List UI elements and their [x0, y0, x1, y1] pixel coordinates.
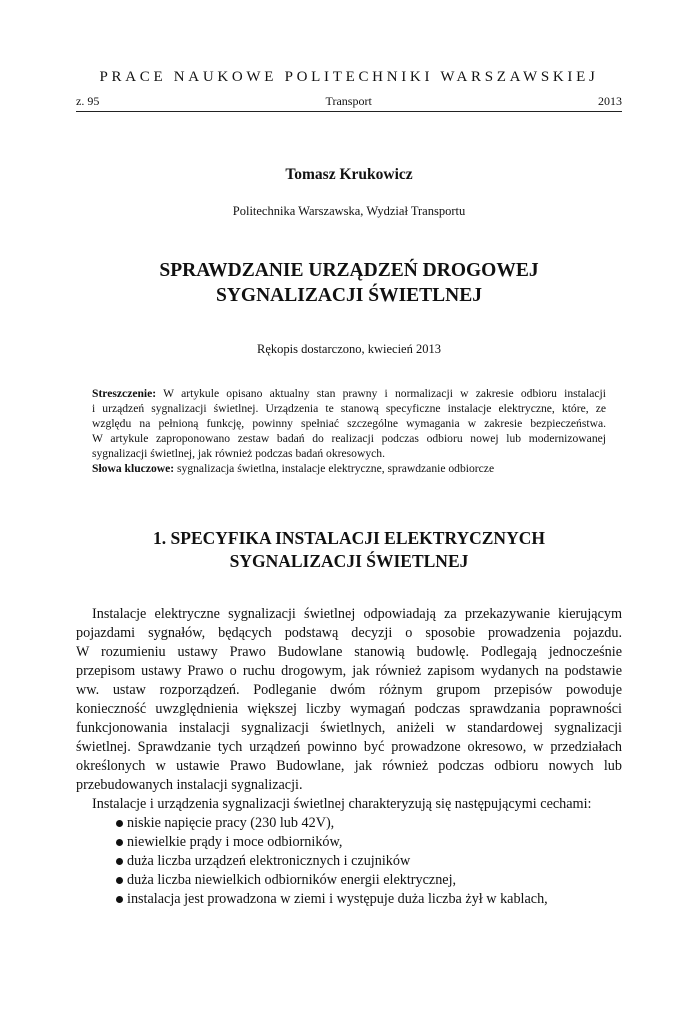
series-name: Transport	[325, 94, 372, 108]
paragraph-line: przebudowanych instalacji sygnalizacji.	[76, 777, 303, 793]
abstract-text: W artykule opisano aktualny stan prawny i normalizacji w zakresie odbioru instalacji	[156, 387, 606, 400]
issue-number: z. 95	[76, 94, 100, 108]
received-date: Rękopis dostarczono, kwiecień 2013	[257, 342, 441, 356]
paragraph-line: ww. ustaw rozporządzeń. Podleganie dwóm różnym grupom przepisów powoduje	[76, 682, 622, 698]
issue-year: 2013	[598, 94, 622, 108]
feature-list	[76, 814, 622, 909]
author-affiliation: Politechnika Warszawska, Wydział Transportu	[232, 204, 466, 218]
paper-title-line: SYGNALIZACJI ŚWIETLNEJ	[215, 285, 483, 306]
body-text	[76, 605, 622, 909]
author-name: Tomasz Krukowicz	[285, 166, 413, 183]
keywords-text: sygnalizacja świetlna, instalacje elektryczne, sprawdzanie odbiorcze	[174, 462, 495, 475]
paper-title	[76, 258, 622, 308]
paragraph-line: pojazdami sygnałów, będących podstawą decyzji o sposobie prowadzenia pojazdu.	[76, 625, 622, 641]
keywords-line	[92, 461, 606, 476]
bullet-icon	[116, 839, 123, 846]
abstract-line: i urządzeń sygnalizacji świetlnej. Urządzenia te stanową specyficzne instalacje elektryczne, które, ze	[92, 402, 606, 415]
paper-title-line: SPRAWDZANIE URZĄDZEŃ DROGOWEJ	[159, 260, 539, 281]
list-item: niskie napięcie pracy (230 lub 42V),	[76, 814, 622, 833]
abstract	[92, 386, 606, 476]
paragraph-line: świetlnej. Sprawdzanie tych urządzeń powinno być prowadzone okresowo, w przedziałach	[76, 739, 622, 755]
paragraph-line: Instalacje elektryczne sygnalizacji świetlnej odpowiadają za przekazywanie kierującym	[92, 606, 622, 622]
bullet-icon	[116, 877, 123, 884]
bullet-icon	[116, 820, 123, 827]
abstract-line	[92, 386, 606, 401]
bullet-icon	[116, 896, 123, 903]
abstract-line: W artykule zaproponowano zestaw badań do realizacji podczas odbioru nowej lub modernizowanej	[92, 432, 606, 445]
section-heading-line: 1. SPECYFIKA INSTALACJI ELEKTRYCZNYCH	[153, 528, 545, 548]
paragraph-line: przepisom ustawy Prawo o ruchu drogowym, jak również zapisom wydanych na podstawie	[76, 663, 622, 679]
abstract-line: sygnalizacji świetlnej, jak również podczas badań okresowych.	[92, 447, 385, 460]
paragraph-line: określonych w ustawie Prawo Budowlane, jak również podczas odbioru nowych lub	[76, 758, 622, 774]
list-item: instalacja jest prowadzona w ziemi i występuje duża liczba żył w kablach,	[76, 890, 622, 909]
keywords-label: Słowa kluczowe:	[92, 462, 175, 475]
paragraph-line: konieczność uwzględnienia większej liczby wymagań podczas sprawdzania poprawności	[76, 701, 622, 717]
list-item: duża liczba urządzeń elektronicznych i czujników	[76, 852, 622, 871]
paragraph-line: W rozumieniu ustawy Prawo Budowlane stanowią budowlę. Podlegają jednocześnie	[76, 644, 622, 660]
list-item: niewielkie prądy i moce odbiorników,	[76, 833, 622, 852]
paragraph-line: funkcjonowania instalacji sygnalizacji świetlnych, aniżeli w standardowej sygnalizacji	[76, 720, 622, 736]
issue-meta	[76, 94, 622, 109]
header-divider	[76, 111, 622, 112]
section-heading	[76, 527, 622, 573]
section-heading-line: SYGNALIZACJI ŚWIETLNEJ	[229, 551, 469, 571]
list-item: duża liczba niewielkich odbiorników energii elektrycznej,	[76, 871, 622, 890]
abstract-label: Streszczenie:	[92, 387, 157, 400]
paragraph-line: Instalacje i urządzenia sygnalizacji świetlnej charakteryzują się następującymi cechami:	[92, 796, 592, 812]
abstract-line: względu na pełnioną funkcję, powinny spełniać szczególne wymagania w zakresie bezpieczeństwa.	[92, 417, 606, 430]
journal-title: PRACE NAUKOWE POLITECHNIKI WARSZAWSKIEJ	[99, 69, 599, 85]
bullet-icon	[116, 858, 123, 865]
